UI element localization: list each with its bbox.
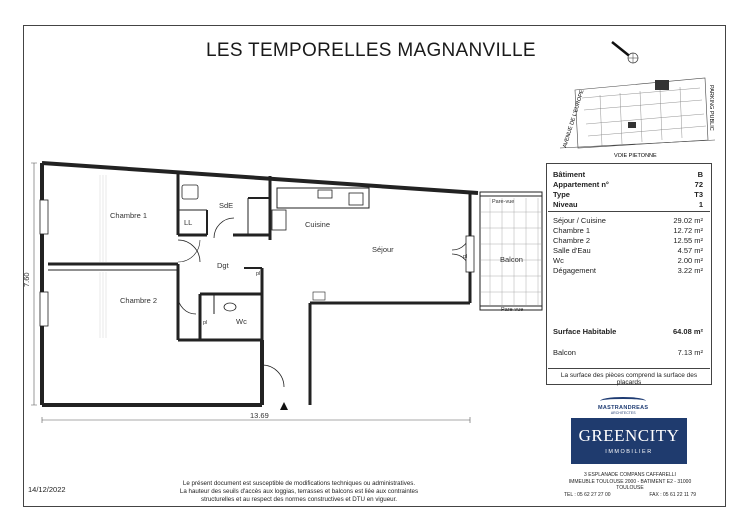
info-row-surface-habitable: Surface Habitable 64.08 m² (553, 327, 703, 336)
info-row-area: Dégagement 3.22 m² (553, 266, 703, 275)
developer-tel: TEL : 05 62 27 27 00 (564, 491, 611, 498)
info-row-area: Chambre 1 12.72 m² (553, 226, 703, 235)
developer-name: GREENCITY (578, 426, 680, 445)
info-row-area: Salle d'Eau 4.57 m² (553, 246, 703, 255)
room-dgt: Dgt (217, 261, 229, 270)
placard-label: pl (203, 320, 208, 326)
document-date: 14/12/2022 (28, 485, 66, 494)
placard-label: pl (256, 271, 261, 277)
compass-icon (612, 42, 638, 63)
info-row-niveau: Niveau 1 (553, 200, 703, 209)
page-title: LES TEMPORELLES MAGNANVILLE (206, 40, 536, 61)
table-divider (548, 368, 710, 369)
site-voie-label: VOIE PIETONNE (614, 153, 657, 159)
room-sde: SdE (219, 201, 234, 210)
info-row-batiment: Bâtiment B (553, 170, 703, 179)
room-ll: LL (184, 218, 193, 227)
room-wc: Wc (236, 317, 247, 326)
dimension-width-label: 13.69 (250, 411, 269, 420)
info-row-balcon: Balcon 7.13 m² (553, 348, 703, 357)
info-row-appartement: Appartement n° 72 (553, 180, 703, 189)
room-chambre1: Chambre 1 (110, 211, 148, 220)
apartment-info-table (546, 163, 712, 385)
info-row-type: Type T3 (553, 190, 703, 199)
site-path-line (560, 140, 715, 148)
developer-logo (571, 418, 687, 464)
developer-subtitle: IMMOBILIER (605, 449, 653, 455)
dimension-height-label: 7.60 (22, 272, 31, 287)
developer-fax: FAX : 05 61 22 11 79 (649, 491, 696, 498)
placard-label: pl (463, 254, 468, 260)
info-row-area: Séjour / Cuisine 29.02 m² (553, 216, 703, 225)
site-parking-label: PARKING PUBLIC (708, 85, 714, 131)
pare-vue-top-label: Pare-vue (492, 199, 515, 205)
room-balcon: Balcon (500, 255, 523, 264)
area-note: La surface des pièces comprend la surface des placards (560, 372, 698, 386)
architect-arc-icon (600, 397, 646, 405)
site-building-outline (575, 78, 708, 148)
info-row-area: Chambre 2 12.55 m² (553, 236, 703, 245)
room-cuisine: Cuisine (305, 220, 331, 229)
site-avenue-label: AVENUE DE L'EUROPE (562, 89, 586, 149)
info-row-area: Wc 2.00 m² (553, 256, 703, 265)
room-chambre2: Chambre 2 (120, 296, 158, 305)
room-sejour: Séjour (372, 245, 394, 254)
site-highlight (655, 80, 669, 90)
pare-vue-bottom-label: Pare-vue (501, 307, 524, 313)
architect-logo: MASTRANDREAS ARCHITECTES (598, 397, 648, 415)
table-divider (548, 211, 710, 212)
developer-address: 3 ESPLANADE COMPANS CAFFARELLI IMMEUBLE TOULOUSE 2000 - BATIMENT E2 - 31000 TOULOUSE TEL : 05 62 27 27 00 FAX : 05 61 22 11 79 (564, 472, 696, 498)
disclaimer: Le présent document est susceptible de modifications techniques ou administratives. La hauteur des seuils d'accès aux loggias, terrasses et balcons est liée aux contraintes structurelles et au respect des normes constructives et DTU en vigueur. (179, 480, 419, 503)
